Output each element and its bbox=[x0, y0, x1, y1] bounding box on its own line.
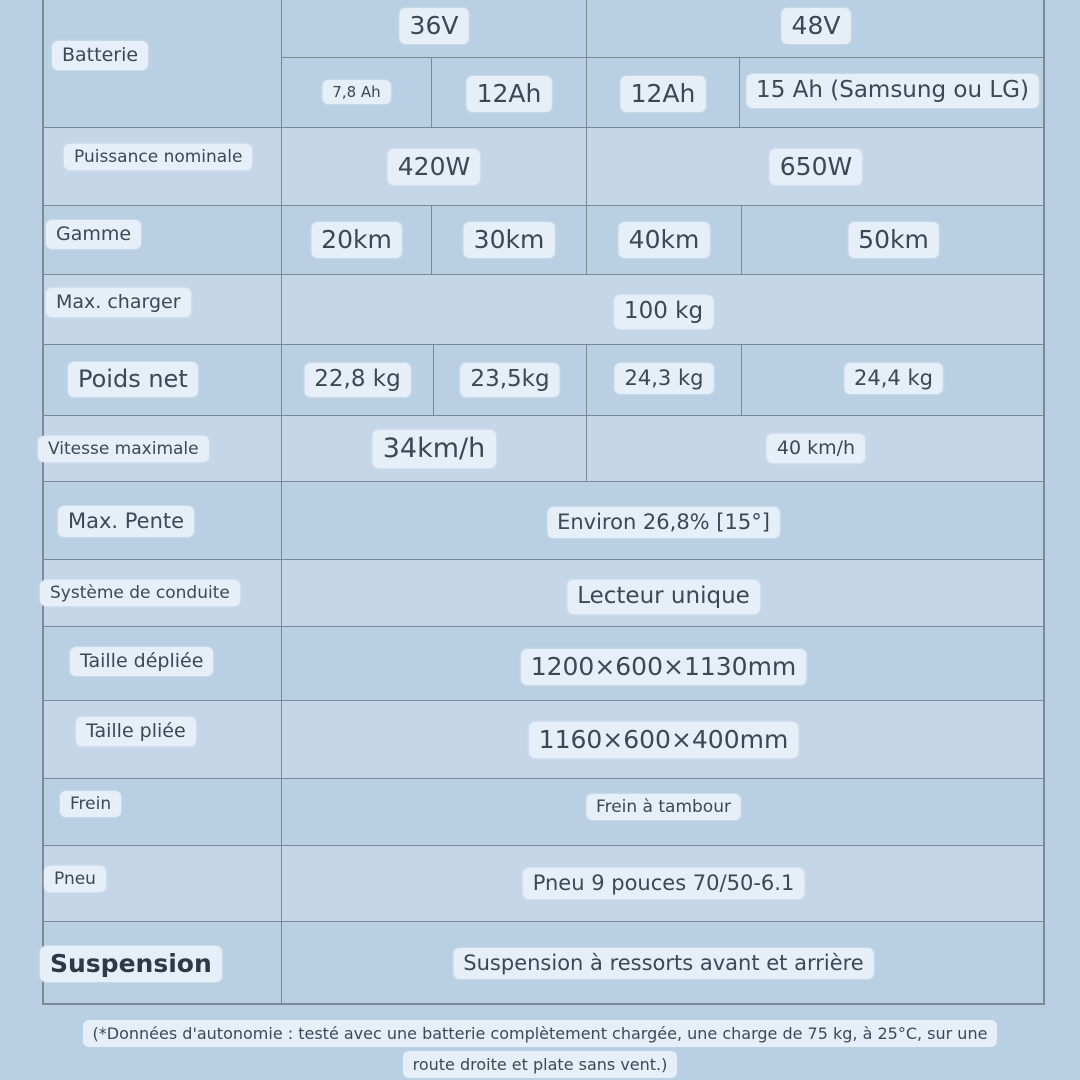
row-frein bbox=[44, 778, 1043, 845]
label-conduite: Système de conduite bbox=[40, 580, 240, 606]
footnote bbox=[70, 1018, 1010, 1080]
row-vitesse bbox=[44, 415, 1043, 481]
poids-4: 24,4 kg bbox=[844, 363, 943, 394]
frein-value: Frein à tambour bbox=[586, 794, 741, 820]
row-poids bbox=[44, 344, 1043, 415]
depliee-value: 1200×600×1130mm bbox=[521, 649, 807, 685]
capacity-2: 12Ah bbox=[467, 76, 552, 112]
label-puissance: Puissance nominale bbox=[64, 144, 252, 170]
row-pneu bbox=[44, 845, 1043, 921]
gamme-4: 50km bbox=[848, 222, 939, 258]
row-puissance bbox=[44, 127, 1043, 205]
capacity-4: 15 Ah (Samsung ou LG) bbox=[746, 74, 1039, 108]
pneu-value: Pneu 9 pouces 70/50-6.1 bbox=[523, 868, 805, 899]
label-charge: Max. charger bbox=[46, 288, 191, 317]
voltage-48v: 48V bbox=[782, 8, 851, 44]
footnote-line-2: route droite et plate sans vent.) bbox=[403, 1051, 678, 1078]
label-frein: Frein bbox=[60, 791, 121, 817]
label-poids: Poids net bbox=[68, 362, 198, 397]
row-suspension bbox=[44, 921, 1043, 1003]
charge-value: 100 kg bbox=[614, 295, 713, 329]
row-pliee bbox=[44, 700, 1043, 778]
conduite-value: Lecteur unique bbox=[567, 580, 760, 614]
capacity-1: 7,8 Ah bbox=[322, 80, 390, 104]
footnote-line-1: (*Données d'autonomie : testé avec une batterie complètement chargée, une charge de 75 kg, à 25°C, sur une bbox=[83, 1020, 998, 1047]
row-batterie bbox=[44, 0, 1043, 127]
label-depliee: Taille dépliée bbox=[70, 647, 213, 676]
poids-3: 24,3 kg bbox=[615, 363, 714, 394]
capacity-3: 12Ah bbox=[621, 76, 706, 112]
pente-value: Environ 26,8% [15°] bbox=[547, 507, 780, 538]
suspension-value: Suspension à ressorts avant et arrière bbox=[453, 948, 873, 979]
label-pente: Max. Pente bbox=[58, 506, 194, 537]
gamme-2: 30km bbox=[464, 222, 555, 258]
label-suspension: Suspension bbox=[40, 946, 222, 982]
pliee-value: 1160×600×400mm bbox=[529, 722, 799, 758]
label-batterie: Batterie bbox=[52, 41, 148, 70]
label-pliee: Taille pliée bbox=[76, 717, 196, 746]
poids-2: 23,5kg bbox=[460, 363, 559, 397]
spec-table bbox=[42, 0, 1045, 1005]
row-depliee bbox=[44, 626, 1043, 700]
gamme-3: 40km bbox=[619, 222, 710, 258]
row-charge bbox=[44, 274, 1043, 344]
label-gamme: Gamme bbox=[46, 220, 141, 249]
vitesse-48v: 40 km/h bbox=[767, 434, 865, 463]
poids-1: 22,8 kg bbox=[304, 363, 410, 397]
label-vitesse: Vitesse maximale bbox=[38, 436, 209, 462]
voltage-36v: 36V bbox=[400, 8, 469, 44]
row-conduite bbox=[44, 559, 1043, 626]
gamme-1: 20km bbox=[311, 222, 402, 258]
puissance-48v: 650W bbox=[770, 149, 862, 185]
puissance-36v: 420W bbox=[388, 149, 480, 185]
row-gamme bbox=[44, 205, 1043, 274]
row-pente bbox=[44, 481, 1043, 559]
label-pneu: Pneu bbox=[44, 866, 106, 892]
vitesse-36v: 34km/h bbox=[373, 430, 496, 468]
